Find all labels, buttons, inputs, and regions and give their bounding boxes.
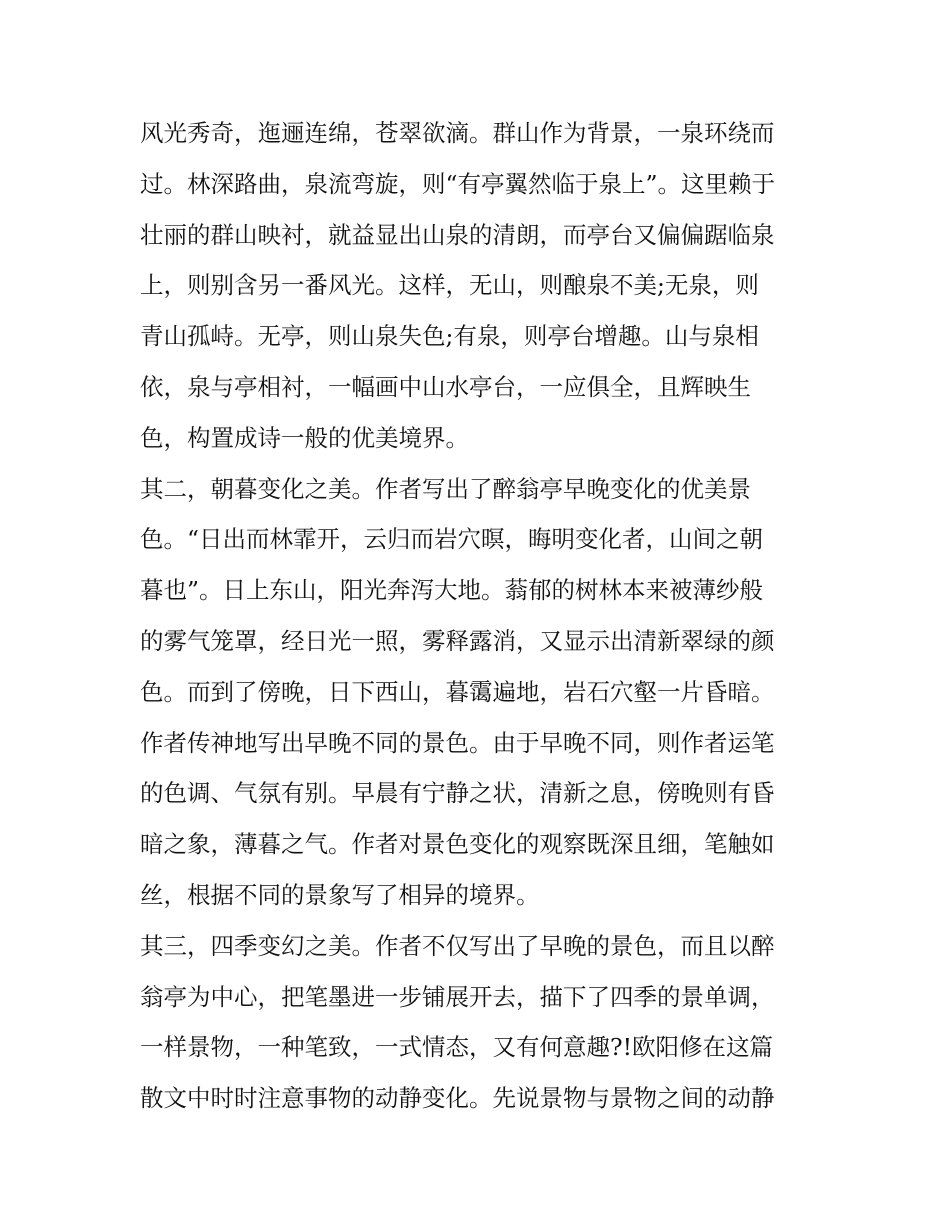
text-line: 其二，朝暮变化之美。作者写出了醉翁亭早晚变化的优美景	[140, 474, 751, 503]
text-line: 过。林深路曲，泉流弯旋，则“有亭翼然临于泉上”。这里赖于	[140, 169, 776, 198]
text-line: 散文中时时注意事物的动静变化。先说景物与景物之间的动静	[140, 1084, 775, 1113]
text-line: 上，则别含另一番风光。这样，无山，则酿泉不美;无泉，则	[140, 271, 759, 300]
text-line: 暮也”。日上东山，阳光奔泻大地。蓊郁的树林本来被薄纱般	[140, 576, 764, 605]
text-line: 青山孤峙。无亭，则山泉失色;有泉，则亭台增趣。山与泉相	[140, 322, 759, 351]
text-line: 暗之象，薄暮之气。作者对景色变化的观察既深且细，笔触如	[140, 830, 775, 859]
text-line: 翁亭为中心，把笔墨进一步铺展开去，描下了四季的景单调，	[140, 982, 775, 1011]
text-line: 色。而到了傍晚，日下西山，暮霭遍地，岩石穴壑一片昏暗。	[140, 677, 775, 706]
text-line: 依，泉与亭相衬，一幅画中山水亭台，一应俱全，且辉映生	[140, 372, 751, 401]
text-line: 的雾气笼罩，经日光一照，雾释露消，又显示出清新翠绿的颜	[140, 626, 775, 655]
text-line: 丝，根据不同的景象写了相异的境界。	[140, 880, 540, 909]
text-line: 作者传神地写出早晚不同的景色。由于早晚不同，则作者运笔	[140, 728, 775, 757]
text-line: 色。“日出而林霏开，云归而岩穴暝，晦明变化者，山间之朝	[140, 525, 764, 554]
text-line: 一样景物，一种笔致，一式情态，又有何意趣?!欧阳修在这篇	[140, 1033, 774, 1062]
text-line: 的色调、气氛有别。早晨有宁静之状，清新之息，傍晚则有昏	[140, 779, 775, 808]
text-line: 色，构置成诗一般的优美境界。	[140, 423, 469, 452]
text-line: 壮丽的群山映衬，就益显出山泉的清朗，而亭台又偏偏踞临泉	[140, 220, 775, 249]
text-line: 风光秀奇，迤逦连绵，苍翠欲滴。群山作为背景，一泉环绕而	[140, 119, 775, 147]
text-line: 其三，四季变幻之美。作者不仅写出了早晚的景色，而且以醉	[140, 931, 775, 960]
document-body	[140, 108, 820, 1124]
